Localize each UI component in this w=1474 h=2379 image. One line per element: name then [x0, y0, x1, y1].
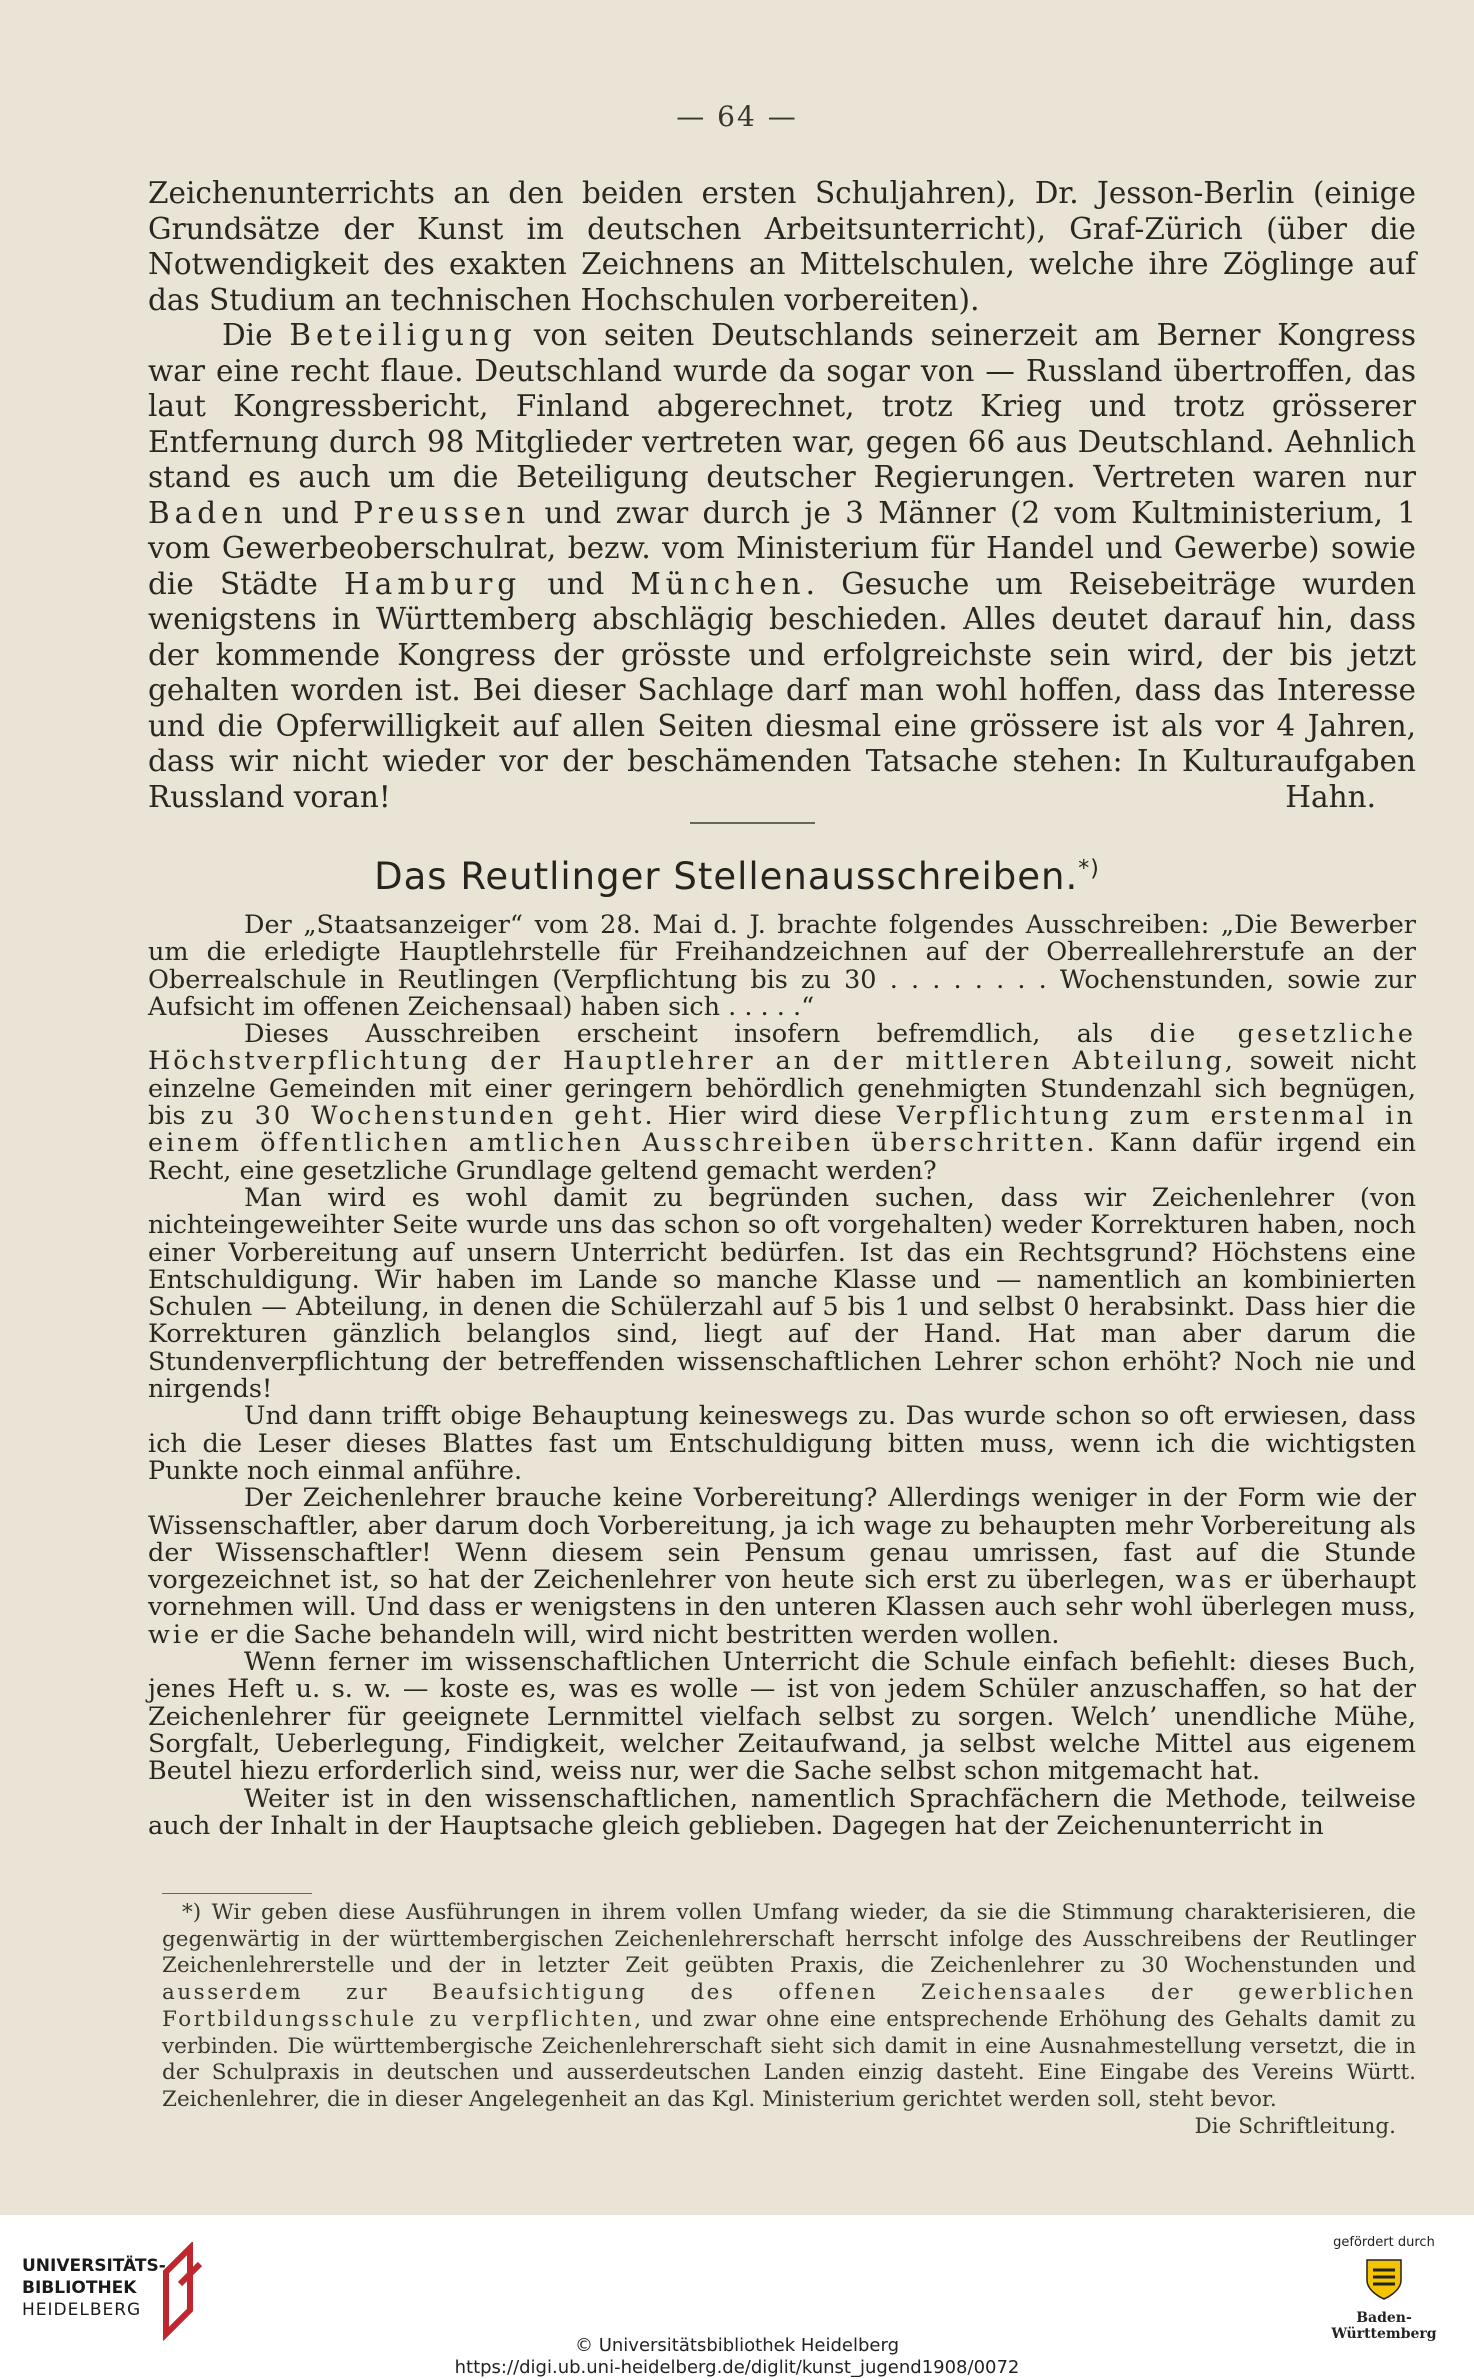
paragraph	[148, 1485, 1416, 1649]
sponsor-block[interactable]	[1314, 2235, 1454, 2342]
spaced-emphasis: Verpflichtung zum erstenmal in einem öffentlichen amtlichen Ausschreiben überschritten	[148, 1101, 1417, 1159]
state-coat-of-arms-icon	[1361, 2256, 1407, 2302]
paragraph	[148, 1182, 1416, 1405]
text-run: und zwar durch je 3 Männer (2 vom Kultministerium, 1 vom Gewerbeoberschulrat, bezw. vom Ministerium für Handel und Gewerbe) sowie die Städte	[148, 495, 1416, 601]
spaced-emphasis: München	[630, 566, 806, 601]
paragraph	[148, 176, 1416, 318]
paragraph	[148, 1021, 1416, 1185]
library-name-line2: BIBLIOTHEK	[22, 2278, 137, 2298]
spaced-emphasis: zu 30 Wochenstunden geht	[200, 1101, 645, 1132]
paragraph	[148, 1403, 1416, 1485]
text-run: , und zwar ohne eine entsprechende Erhöhung des Gehalts damit zu verbinden. Die württembergische Zeichenlehrerschaft sieht sich damit in eine Ausnahmestellung versetzt, die in der Schulpraxis in deutschen und ausserdeutschen Landen einzig dasteht. Eine Eingabe des Vereins Württ. Zeichenlehrer, die in dieser Angelegenheit an das Kgl. Ministerium gerichtet werden soll, steht bevor.	[162, 2006, 1416, 2112]
footnote-mark: *)	[1078, 856, 1100, 882]
library-name-line1: UNIVERSITÄTS-	[22, 2256, 166, 2276]
text-run: Man wird es wohl damit zu begründen suchen, dass wir Zeichenlehrer (von nichteingeweihter Seite wurde uns das schon so oft vorgehalten) weder Korrekturen haben, noch einer Vorbereitung auf unsern Unterricht bedürfen. Ist das ein Rechtsgrund? Höchstens eine Entschuldigung. Wir haben im Lande so manche Klasse und — namentlich an kombinierten Schulen — Abteilung, in denen die Schülerzahl auf 5 bis 1 und selbst 0 herabsinkt. Dass hier die Korrekturen gänzlich belanglos sind, liegt auf der Hand. Hat man aber darum die Stundenverpflichtung der betreffenden wissenschaftlichen Lehrer schon erhöht? Noch nie und nirgends!	[148, 1182, 1416, 1405]
author-signature: Hahn.	[1285, 780, 1376, 814]
sponsor-label: gefördert durch	[1333, 2235, 1435, 2250]
text-run: Weiter ist in den wissenschaftlichen, namentlich Sprachfächern die Methode, teilweise auch der Inhalt in der Hauptsache gleich geblieben. Dagegen hat der Zeichenunterricht in	[148, 1783, 1416, 1841]
library-name-line3: HEIDELBERG	[22, 2300, 142, 2320]
text-run: er die Sache behandeln will, wird nicht bestritten werden wollen.	[202, 1619, 1060, 1650]
paragraph	[148, 318, 1416, 815]
text-run: *) Wir geben diese Ausführungen in ihrem vollen Umfang wieder, da sie die Stimmung charakterisieren, die gegenwärtig in der württembergischen Zeichenlehrerschaft herrscht infolge des Ausschreibens der Reutlinger Zeichenlehrerstelle und der in letzter Zeit geübten Praxis, die Zeichenlehrer zu 30 Wochenstunden und	[162, 1900, 1416, 1979]
paragraph	[148, 1649, 1416, 1785]
text-run: Zeichenunterrichts an den beiden ersten Schuljahren), Dr. Jesson-Berlin (einige Grundsätze der Kunst im deutschen Arbeitsunterricht), Graf-Zürich (über die Notwendigkeit des exakten Zeichnens an Mittelschulen, welche ihre Zöglinge auf das Studium an technischen Hochschulen vorbereiten).	[148, 176, 1416, 317]
footnote-divider	[162, 1893, 312, 1894]
text-run: . Gesuche um Reisebeiträge wurden wenigstens in Württemberg abschlägig beschieden. Alles deutet darauf hin, dass der kommende Kongress der grösste und erfolgreichste sein wird, der bis jetzt gehalten worden ist. Bei dieser Sachlage darf man wohl hoffen, dass das Interesse und die Opferwilligkeit auf allen Seiten diesmal eine grössere ist als vor 4 Jahren, dass wir nicht wieder vor der beschämenden Tatsache stehen: In Kulturaufgaben Russland voran!	[148, 566, 1416, 814]
spaced-emphasis: ausserdem zur Beaufsichtigung des offenen Zeichensaales der gewerblichen Fortbildungsschule zu verpflichten	[162, 1980, 1416, 2032]
footnote-text	[162, 1900, 1416, 2114]
spaced-emphasis: Hamburg	[344, 566, 522, 601]
text-run: . Hier wird diese	[644, 1101, 897, 1132]
text-run: Dieses Ausschreiben erscheint insofern befremdlich, als	[244, 1019, 1150, 1050]
text-run: er überhaupt vornehmen will. Und dass er wenigstens in den unteren Klassen auch sehr wohl überlegen muss,	[148, 1565, 1417, 1623]
footer-copyright	[0, 2335, 1474, 2379]
paragraph	[148, 1783, 1416, 1841]
spaced-emphasis: die gesetzliche Höchstverpflichtung der Hauptlehrer an der mittleren Abteilung	[148, 1019, 1416, 1077]
copyright-text: © Universitätsbibliothek Heidelberg	[574, 2335, 899, 2356]
spaced-emphasis: Preussen	[353, 495, 531, 530]
permalink[interactable]: https://digi.ub.uni-heidelberg.de/diglit/kunst_jugend1908/0072	[454, 2357, 1020, 2378]
text-run: Der Zeichenlehrer brauche keine Vorbereitung? Allerdings weniger in der Form wie der Wissenschaftler, aber darum doch Vorbereitung, ja ich wage zu behaupten mehr Vorbereitung als der Wissenschaftler! Wenn diesem sein Pensum genau umrissen, fast auf die Stunde vorgezeichnet ist, so hat der Zeichenlehrer von heute sich erst zu überlegen,	[148, 1483, 1416, 1596]
text-run: Wenn ferner im wissenschaftlichen Unterricht die Schule einfach befiehlt: dieses Buch, jenes Heft u. s. w. — koste es, was es wolle — ist von jedem Schüler anzuschaffen, so hat der Zeichenlehrer für geeignete Lernmittel vielfach selbst zu sorgen. Welch’ unendliche Mühe, Sorgfalt, Ueberlegung, Findigkeit, welcher Zeitaufwand, ja selbst welche Mittel aus eigenem Beutel hiezu erforderlich sind, weiss nur, wer die Sache selbst schon mitgemacht hat.	[148, 1647, 1416, 1787]
footnote	[162, 1900, 1416, 2140]
spaced-emphasis: was	[1175, 1565, 1235, 1596]
text-run: und	[521, 566, 631, 601]
sponsor-name: Baden-Württemberg	[1331, 2310, 1437, 2342]
text-run: Die	[222, 318, 290, 352]
spaced-emphasis: Baden	[148, 495, 268, 530]
article-title	[0, 855, 1474, 898]
text-run: , soweit nicht einzelne Gemeinden mit einer geringern behördlich genehmigten Stundenzahl sich begnügen, bis	[148, 1046, 1416, 1132]
article-title-text: Das Reutlinger Stellenausschreiben.	[374, 855, 1079, 898]
spaced-emphasis: wie	[148, 1619, 203, 1650]
paragraph	[148, 912, 1416, 1021]
text-run: und	[267, 495, 354, 530]
spaced-emphasis: Beteiligung	[289, 318, 517, 352]
section-hahn-text	[148, 176, 1416, 816]
text-run: Der „Staatsanzeiger“ vom 28. Mai d. J. brachte folgendes Ausschreiben: „Die Bewerber um die erledigte Hauptlehrstelle für Freihandzeichnen auf der Oberreallehrerstufe an der Oberrealschule in Reutlingen (Verpflichtung bis zu 30 . . . . . . . . Wochenstunden, sowie zur Aufsicht im offenen Zeichensaal) haben sich . . . . .“	[148, 910, 1416, 1022]
editor-signature: Die Schriftleitung.	[1194, 2113, 1396, 2139]
section-divider	[690, 822, 815, 824]
text-run: . Kann dafür irgend ein Recht, eine gesetzliche Grundlage geltend gemacht werden?	[148, 1128, 1416, 1186]
library-logo-text[interactable]	[22, 2255, 166, 2321]
text-run: von seiten Deutschlands seinerzeit am Berner Kongress war eine recht flaue. Deutschland wurde da sogar von — Russland übertroffen, das laut Kongressbericht, Finland abgerechnet, trotz Krieg und trotz grösserer Entfernung durch 98 Mitglieder vertreten war, gegen 66 aus Deutschland. Aehnlich stand es auch um die Beteiligung deutscher Regierungen. Vertreten waren nur	[148, 318, 1416, 494]
article-body	[148, 912, 1416, 1840]
text-run: Und dann trifft obige Behauptung keineswegs zu. Das wurde schon so oft erwiesen, dass ich die Leser dieses Blattes fast um Entschuldigung bitten muss, wenn ich die wichtigsten Punkte noch einmal anführe.	[148, 1401, 1416, 1486]
page-number: — 64 —	[676, 100, 798, 133]
